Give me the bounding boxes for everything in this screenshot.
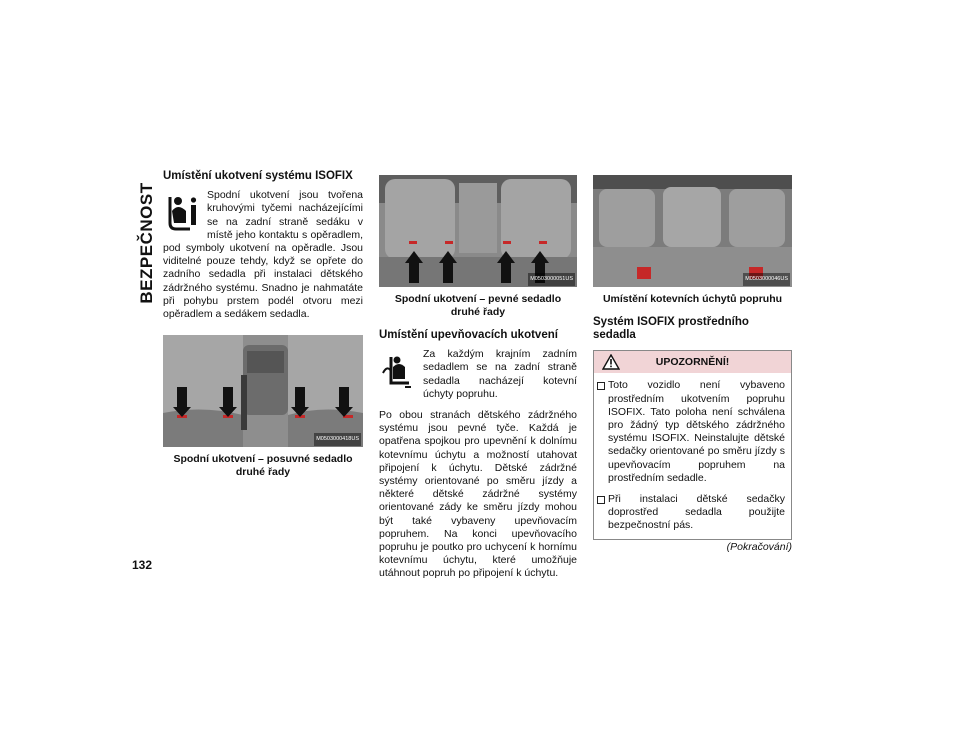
warning-header: [594, 351, 791, 373]
caption-line: druhé řady: [450, 306, 506, 318]
warning-title: UPOZORNĚNÍ!: [655, 356, 730, 369]
tether-intro: Za každým krajním zadním sedadlem se na zadní straně sedadla nacházejí kotevní úchyty popruhu.: [423, 348, 577, 400]
figure-caption: [163, 453, 363, 479]
section-tab-label: BEZPEČNOST: [137, 182, 156, 304]
bullet-square-icon: [597, 382, 605, 390]
warning-box: [593, 350, 792, 539]
figure-code: M0503000418US: [314, 433, 361, 446]
figure-code: M0503000051US: [528, 273, 575, 286]
figure-code: M0503000046US: [743, 273, 790, 286]
tether-body: Po obou stranách dětského zádržného systému jsou pevné tyče. Každá je opatřena spojkou pro upevnění k dolnímu kotevnímu úchytu a možností utahovat připojení k úchytu. Dětské zádržné systémy orientované po směru jízdy a některé dětské zádržné systémy orientované zády ke směru jízdy mohou být také vybaveny upevňovacím popruhem. Na konci upevňovacího popruhu je poutko pro uchycení k hornímu kotevnímu úchytu, které umožňuje utáhnout popruh po připojení k úchytu.: [379, 409, 577, 580]
fixed-seat-photo: [379, 175, 577, 287]
warning-item: [594, 373, 791, 487]
caption-line: Spodní ukotvení – pevné sedadlo: [394, 293, 562, 305]
child-seat-anchor-icon: [163, 191, 201, 235]
section-tab: [135, 168, 159, 318]
continued-note: (Pokračování): [726, 540, 792, 553]
warning-item: [594, 487, 791, 539]
tether-anchor-photo: [593, 175, 792, 287]
center-seat-heading: Systém ISOFIX prostředního sedadla: [593, 316, 749, 342]
caption-line: Spodní ukotvení – posuvné sedadlo: [173, 453, 353, 466]
tether-heading: Umístění upevňovacích ukotvení: [379, 329, 558, 341]
sliding-seat-photo: [163, 335, 363, 447]
caption-line: druhé řady: [235, 466, 291, 479]
isofix-heading: Umístění ukotvení systému ISOFIX: [163, 170, 353, 182]
tether-anchor-icon: [379, 350, 417, 394]
figure-caption: [379, 293, 577, 319]
column-2: [379, 175, 577, 581]
page-number: 132: [132, 558, 153, 572]
warning-item-text: Při instalaci dětské sedačky doprostřed sedadla použijte bezpečnostní pás.: [608, 493, 785, 532]
bullet-square-icon: [597, 496, 605, 504]
isofix-body: Spodní ukotvení jsou tvořena kruhovými tyčemi nacházejícími se na zadní straně sedáku v místě jeho kontaktu s opěradlem, pod symboly ukotvení na opěradle. Jsou viditelné pouze tehdy, když se opřete do zadního sedadla při instalaci dětského zádržného systému. Snadno je nahmatáte při pohybu prstem podél otvoru mezi opěradlem a sedákem sedadla.: [163, 189, 363, 321]
figure-caption: Umístění kotevních úchytů popruhu: [602, 293, 783, 305]
column-3: [593, 175, 792, 554]
column-1: [163, 170, 363, 479]
warning-item-text: Toto vozidlo není vybaveno prostředním ukotvením popruhu ISOFIX. Tato poloha není schválena pro žádný typ dětského zádržného systému ISOFIX. Neinstalujte dětské sedačky orientované po směru jízdy s upevňovacím popruhem na prostředním sedadle.: [608, 379, 785, 484]
